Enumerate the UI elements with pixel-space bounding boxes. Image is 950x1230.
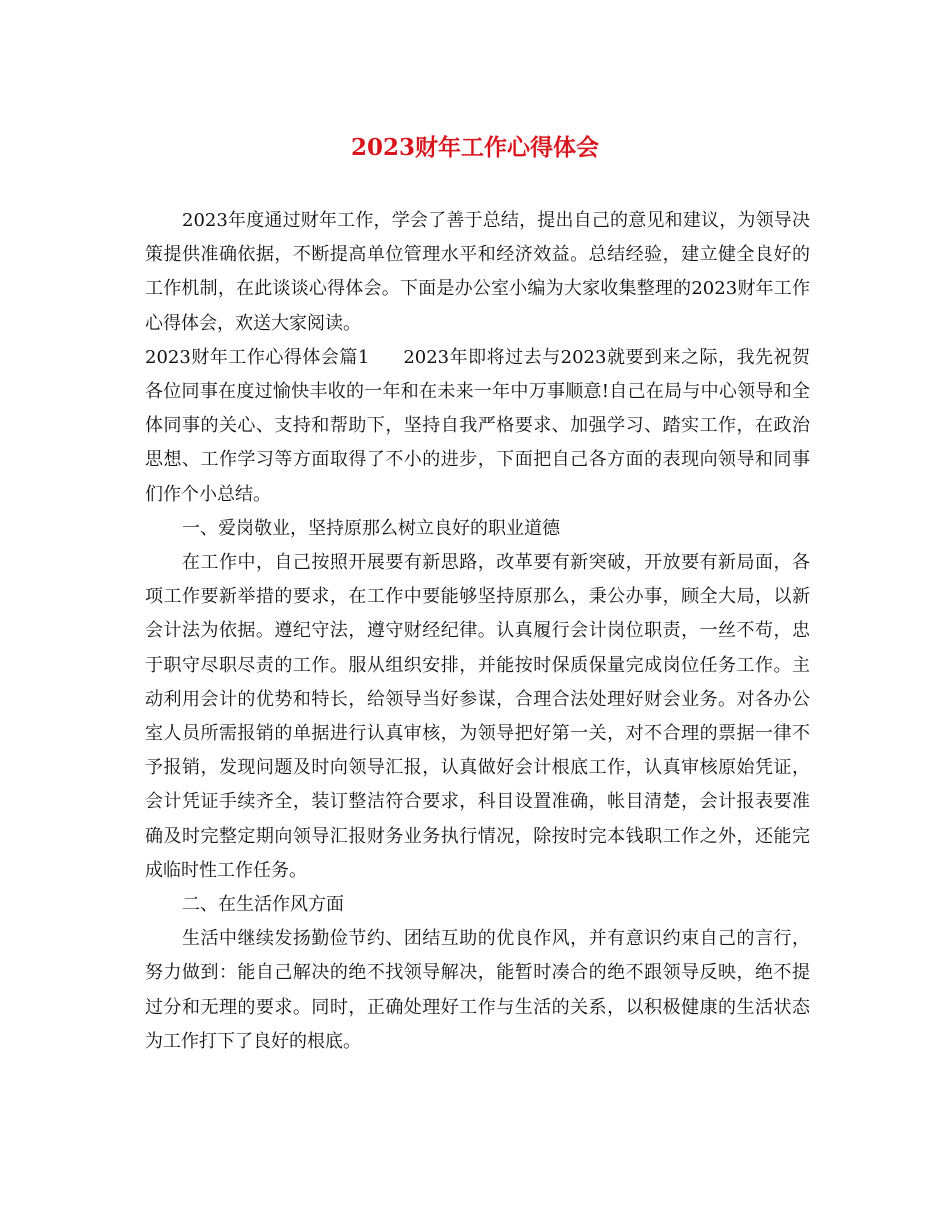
intro-paragraph: 2023年度通过财年工作，学会了善于总结，提出自己的意见和建议，为领导决策提供准确依据，不断提高单位管理水平和经济效益。总结经验，建立健全良好的工作机制，在此谈谈心得体会。下面是办公室小编为大家收集整理的2023财年工作心得体会，欢送大家阅读。 [145, 210, 810, 334]
article-opening: 2023年即将过去与2023就要到来之际，我先祝贺各位同事在度过愉快丰收的一年和在未来一年中万事顺意!自己在局与中心领导和全体同事的关心、支持和帮助下，坚持自我严格要求、加强学习、踏实工作，在政治思想、工作学习等方面取得了不小的进步，下面把自己各方面的表现向领导和同事们作个小总结。 [145, 346, 810, 505]
article-label: 2023财年工作心得体会篇1 [145, 346, 370, 368]
document-body [145, 204, 810, 1059]
document-title: 2023财年工作心得体会 [350, 134, 599, 161]
article-paragraph [145, 341, 810, 512]
section-body-2: 生活中继续发扬勤俭节约、团结互助的优良作风，并有意识约束自己的言行，努力做到：能自己解决的绝不找领导解决，能暂时凑合的绝不跟领导反映，绝不提过分和无理的要求。同时，正确处理好工作与生活的关系，以积极健康的生活状态为工作打下了良好的根底。 [145, 928, 810, 1052]
section-heading-1: 一、爱岗敬业，坚持原那么树立良好的职业道德 [182, 517, 560, 539]
section-body-1: 在工作中，自己按照开展要有新思路，改革要有新突破，开放要有新局面，各项工作要新举措的要求，在工作中要能够坚持原那么，秉公办事，顾全大局，以新会计法为依据。遵纪守法，遵守财经纪律。认真履行会计岗位职责，一丝不苟，忠于职守尽职尽责的工作。服从组织安排，并能按时保质保量完成岗位任务工作。主动利用会计的优势和特长，给领导当好参谋，合理合法处理好财会业务。对各办公室人员所需报销的单据进行认真审核，为领导把好第一关，对不合理的票据一律不予报销，发现问题及时向领导汇报，认真做好会计根底工作，认真审核原始凭证，会计凭证手续齐全，装订整洁符合要求，科目设置准确，帐目清楚，会计报表要准确及时完整定期向领导汇报财务业务执行情况，除按时完本钱职工作之外，还能完成临时性工作任务。 [145, 552, 810, 881]
section-heading-2: 二、在生活作风方面 [182, 894, 344, 916]
